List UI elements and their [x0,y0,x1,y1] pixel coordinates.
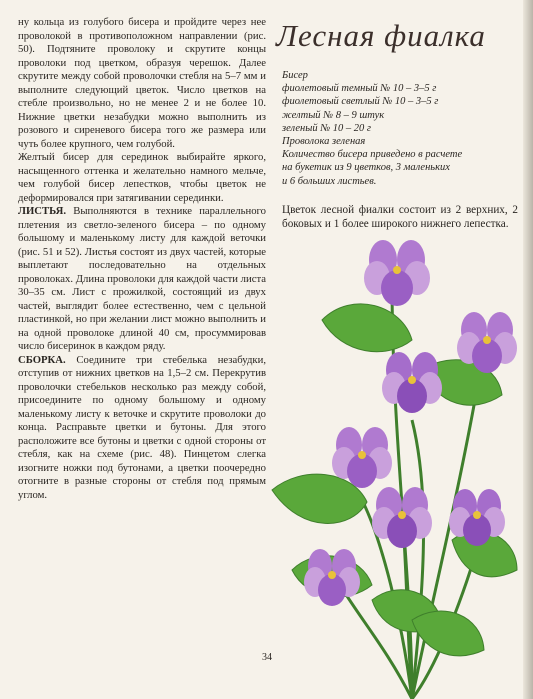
materials-line: Количество бисера приведено в расчете [282,149,463,161]
page-title: Лесная фиалка [276,18,486,53]
paragraph-2: Желтый бисер для серединок выбирайте яркого, насыщенного оттенка и желательно намного мельче, чем голубой бисер лепестков, чтобы цветок не деформировался при затягивании серединки. [18,151,266,204]
materials-line: зеленый № 10 – 20 г [282,122,371,134]
flower [382,352,442,413]
paragraph-assembly [18,354,266,503]
leaves-heading: ЛИСТЬЯ. [18,205,67,217]
left-text-column [18,16,266,502]
materials-list [282,69,512,188]
flower [364,240,430,306]
page-edge-shadow [523,0,533,699]
description-text: Цветок лесной фиалки состоит из 2 верхних, 2 боковых и 1 более широкого нижнего лепестка. [282,204,518,230]
paragraph-1: ну кольца из голубого бисера и пройдите через нее проволокой в противоположном направлении (рис. 50). Подтяните проволоку и скрутите концы проволоки под цветком, образуя черешок. Далее скрутите между собой проволочки стебля на 5–7 мм и выполните следующий цветок. Число цветков на стебле произвольно, но не менее 2 и не более 10. Нижние цветки незабудки можно выполнить из розового и сиреневого бисера того же размера или чуть более крупного, чем голубой. [18,16,266,150]
materials-line: Бисер [282,70,308,81]
materials-line: фиолетовый светлый № 10 – 3–5 г [282,96,439,108]
materials-line: Проволока зеленая [282,136,366,148]
assembly-heading: СБОРКА. [18,353,66,366]
materials-line: желтый № 8 – 9 штук [282,109,385,121]
page-number: 34 [262,652,272,663]
assembly-text: Соедините три стебелька незабудки, отступив от нижних цветков на 1,5–2 см. Перекрутив проволочки стебельков несколько раз между собой, присоедините по одному большому и одному маленькому листу к веточке и скрутите проволоки до конца. Расправьте цветки и бутоны. Для этого расположите все бутоны и цветки с одной стороны от стебля, как на схеме (рис. 48). Пинцетом слегка изогните ножки под бутонами, а цветки поочередно отогните в разные стороны от стебля под прямым углом. [18,353,266,501]
materials-line: фиолетовый темный № 10 – 3–5 г [282,83,437,95]
paragraph-leaves [18,205,266,354]
leaves-text: Выполняются в технике параллельного плетения из светло-зеленого бисера – по одному большому и маленькому листу для каждой веточки (рис. 51 и 52). Листья состоят из двух частей, которые выплетают последовательно на отдельных проволоках. Длина проволоки для каждой части листа 30–35 см. Лист с прожилкой, состоящий из двух частей, выглядит более естественно, чем с цельной пластинкой, но при желании лист можно выполнить и на одной проволоке длиной 40 см, просуммировав число бисеринок в каждом ряду. [18,205,266,352]
materials-line: на букетик из 9 цветков, 3 маленьких [282,162,450,174]
materials-line: и 6 больших листьев. [282,175,377,187]
violet-bouquet-illustration [262,240,524,699]
leaf [322,304,412,352]
